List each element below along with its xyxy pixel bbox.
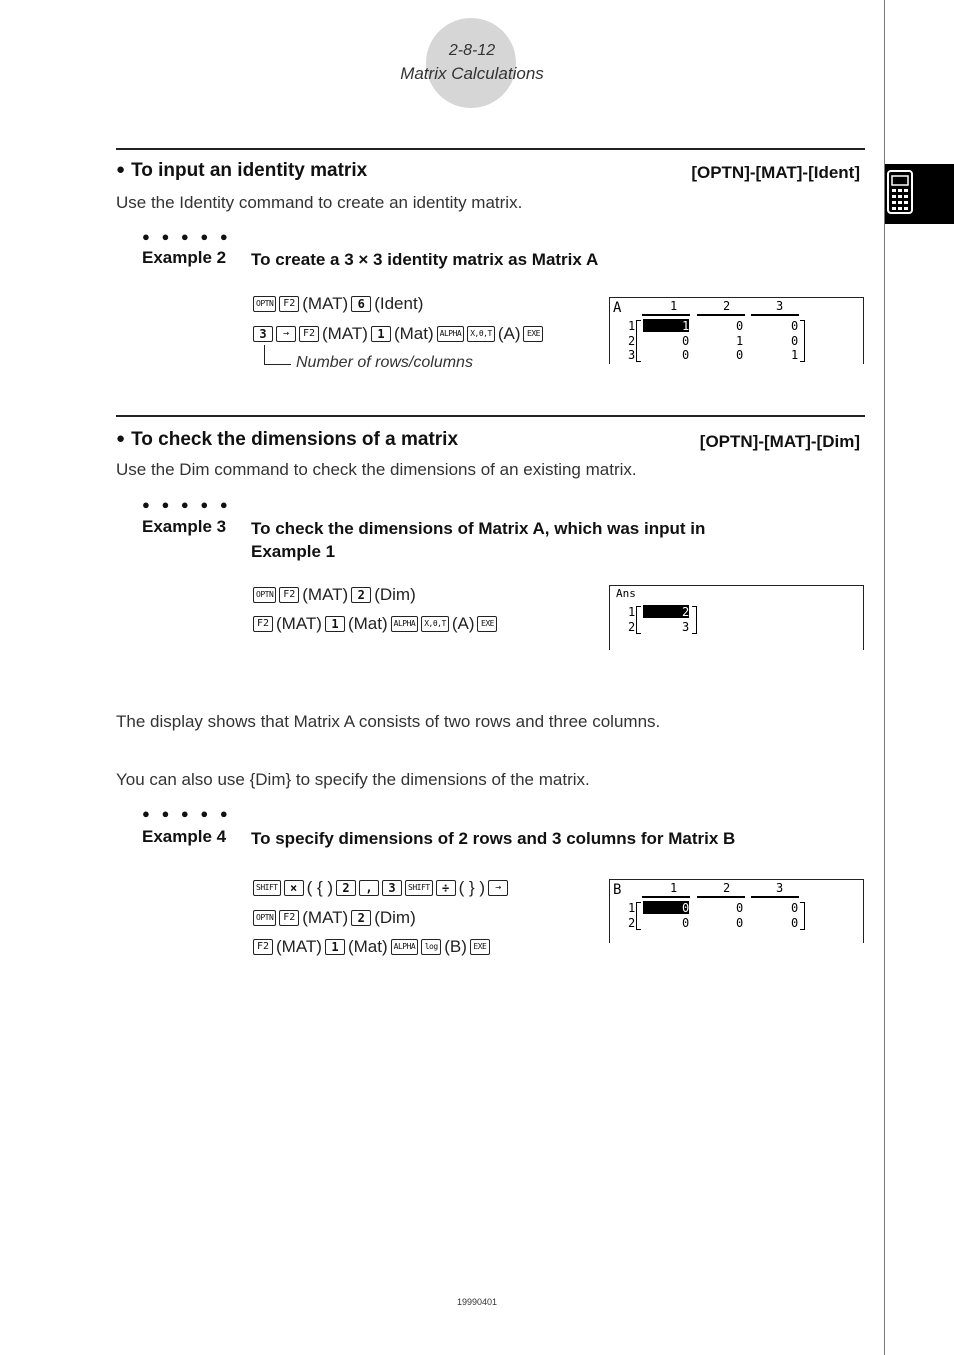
- column-header: 1: [670, 299, 678, 313]
- matrix-cell: 1: [791, 348, 799, 362]
- shift-key: SHIFT: [253, 880, 281, 896]
- section1-menu-path: [OPTN]-[MAT]-[Ident]: [691, 163, 860, 182]
- matrix-cell: 0: [736, 348, 744, 362]
- calculator-screen: [609, 297, 864, 364]
- digit-key: 1: [325, 616, 345, 632]
- matrix-cell: 1: [682, 319, 690, 333]
- column-underline: [751, 314, 799, 316]
- calculator-screen: [609, 879, 864, 943]
- column-header: 2: [723, 299, 731, 313]
- example-title: To check the dimensions of Matrix A, which was input in Example 1: [251, 519, 706, 561]
- keystroke-line: [253, 908, 416, 928]
- row-index: 1: [628, 319, 636, 333]
- matrix-cell: 3: [682, 620, 690, 634]
- row-index: 1: [628, 901, 636, 915]
- matrix-cell: 0: [682, 901, 690, 915]
- exe-key: EXE: [523, 326, 543, 342]
- divide-key: ÷: [436, 880, 456, 896]
- example-dots: ● ● ● ● ●: [142, 806, 232, 821]
- column-underline: [642, 896, 690, 898]
- exe-key: EXE: [470, 939, 490, 955]
- header-circle: [426, 18, 516, 108]
- matrix-cell: 0: [682, 334, 690, 348]
- alpha-key: ALPHA: [437, 326, 465, 342]
- example-dots: ● ● ● ● ●: [142, 497, 232, 512]
- matrix-cell: 0: [791, 334, 799, 348]
- also-text: You can also use {Dim} to specify the dimensions of the matrix.: [116, 770, 590, 789]
- footer-code: 19990401: [456, 1297, 498, 1307]
- f2-key: F2: [253, 616, 273, 632]
- section1-heading-text: To input an identity matrix: [131, 160, 368, 181]
- f2-key: F2: [253, 939, 273, 955]
- f2-key: F2: [279, 296, 299, 312]
- example-dots: ● ● ● ● ●: [142, 229, 232, 244]
- bullet-icon: ●: [116, 161, 126, 178]
- xthetat-key: X,θ,T: [421, 616, 449, 632]
- key-caption: (MAT): [302, 908, 349, 927]
- exe-key: EXE: [477, 616, 497, 632]
- section2-description: Use the Dim command to check the dimensions of an existing matrix.: [116, 460, 637, 479]
- note-connector: [264, 345, 291, 365]
- right-bracket: [692, 606, 697, 634]
- keystroke-line: [253, 878, 508, 898]
- left-bracket: [636, 606, 641, 634]
- row-index: 3: [628, 348, 636, 362]
- key-caption: (B): [444, 937, 467, 956]
- digit-key: 2: [336, 880, 356, 896]
- digit-key: 3: [382, 880, 402, 896]
- keystroke-line: [253, 324, 543, 344]
- digit-key: 3: [253, 326, 273, 342]
- f2-key: F2: [279, 910, 299, 926]
- f2-key: F2: [279, 587, 299, 603]
- matrix-cell: 0: [791, 319, 799, 333]
- optn-key: OPTN: [253, 296, 276, 312]
- row-index: 1: [628, 605, 636, 619]
- key-caption: (MAT): [322, 324, 368, 343]
- calculator-screen: [609, 585, 864, 650]
- left-bracket: [636, 320, 641, 362]
- column-header: 3: [776, 299, 784, 313]
- page-number: 2-8-12: [448, 42, 496, 59]
- column-header: 1: [670, 881, 678, 895]
- chapter-tab: [885, 164, 954, 224]
- row-index: 2: [628, 620, 636, 634]
- arrow-key: →: [276, 326, 296, 342]
- example-label: Example 2: [142, 248, 227, 267]
- section2-heading: [116, 429, 458, 451]
- matrix-cell: 0: [791, 901, 799, 915]
- xthetat-key: X,θ,T: [467, 326, 495, 342]
- digit-key: 1: [325, 939, 345, 955]
- key-caption: (MAT): [276, 937, 322, 956]
- column-underline: [697, 314, 745, 316]
- key-caption: (Mat): [347, 614, 388, 633]
- calculator-icon: [885, 164, 954, 224]
- section-rule: [116, 415, 865, 417]
- column-underline: [751, 896, 799, 898]
- matrix-cell: 0: [682, 916, 690, 930]
- key-caption: ( { ): [306, 878, 334, 897]
- digit-key: 2: [351, 587, 371, 603]
- row-index: 2: [628, 334, 636, 348]
- key-caption: (MAT): [302, 585, 349, 604]
- key-caption: (MAT): [276, 614, 322, 633]
- result-text: The display shows that Matrix A consists of two rows and three columns.: [116, 712, 661, 731]
- section-title: Matrix Calculations: [400, 64, 544, 83]
- key-caption: (MAT): [302, 294, 349, 313]
- right-bracket: [800, 320, 805, 362]
- matrix-cell: 0: [682, 348, 690, 362]
- key-caption: (A): [497, 324, 521, 343]
- f2-key: F2: [299, 326, 319, 342]
- shift-key: SHIFT: [405, 880, 433, 896]
- key-caption: (Mat): [393, 324, 434, 343]
- matrix-cell: 0: [736, 916, 744, 930]
- optn-key: OPTN: [253, 587, 276, 603]
- keystroke-line: [253, 937, 490, 957]
- matrix-name: B: [613, 882, 622, 898]
- example-title: To specify dimensions of 2 rows and 3 columns for Matrix B: [251, 829, 736, 848]
- digit-key: 2: [351, 910, 371, 926]
- digit-key: 1: [371, 326, 391, 342]
- section1-heading: [116, 160, 367, 182]
- left-bracket: [636, 902, 641, 930]
- matrix-cell: 0: [791, 916, 799, 930]
- matrix-name: Ans: [616, 587, 636, 600]
- keystroke-line: [253, 585, 416, 605]
- column-header: 3: [776, 881, 784, 895]
- section2-heading-text: To check the dimensions of a matrix: [131, 429, 459, 450]
- key-caption: (Dim): [374, 908, 416, 927]
- key-caption: (Dim): [374, 585, 416, 604]
- key-caption: ( } ): [458, 878, 486, 897]
- section-rule: [116, 148, 865, 150]
- log-key: log: [421, 939, 441, 955]
- digit-key: 6: [351, 296, 371, 312]
- section1-description: Use the Identity command to create an identity matrix.: [116, 193, 523, 212]
- column-underline: [697, 896, 745, 898]
- matrix-name: A: [613, 300, 622, 316]
- section2-menu-path: [OPTN]-[MAT]-[Dim]: [699, 432, 860, 451]
- bullet-icon: ●: [116, 430, 126, 447]
- example-title: To create a 3 × 3 identity matrix as Matrix A: [251, 250, 599, 269]
- arrow-key: →: [488, 880, 508, 896]
- alpha-key: ALPHA: [391, 616, 419, 632]
- keystroke-line: [253, 294, 423, 314]
- column-header: 2: [723, 881, 731, 895]
- matrix-cell: 1: [736, 334, 744, 348]
- right-bracket: [800, 902, 805, 930]
- comma-key: ,: [359, 880, 379, 896]
- column-underline: [642, 314, 690, 316]
- matrix-cell: 0: [736, 319, 744, 333]
- example-label: Example 3: [142, 517, 227, 536]
- multiply-key: ×: [284, 880, 304, 896]
- rows-columns-note: Number of rows/columns: [296, 354, 473, 371]
- example-label: Example 4: [142, 827, 227, 846]
- key-caption: (Ident): [374, 294, 424, 313]
- matrix-cell: 2: [682, 605, 690, 619]
- alpha-key: ALPHA: [391, 939, 419, 955]
- keystroke-line: [253, 614, 497, 634]
- key-caption: (Mat): [347, 937, 388, 956]
- matrix-cell: 0: [736, 901, 744, 915]
- optn-key: OPTN: [253, 910, 276, 926]
- key-caption: (A): [451, 614, 475, 633]
- row-index: 2: [628, 916, 636, 930]
